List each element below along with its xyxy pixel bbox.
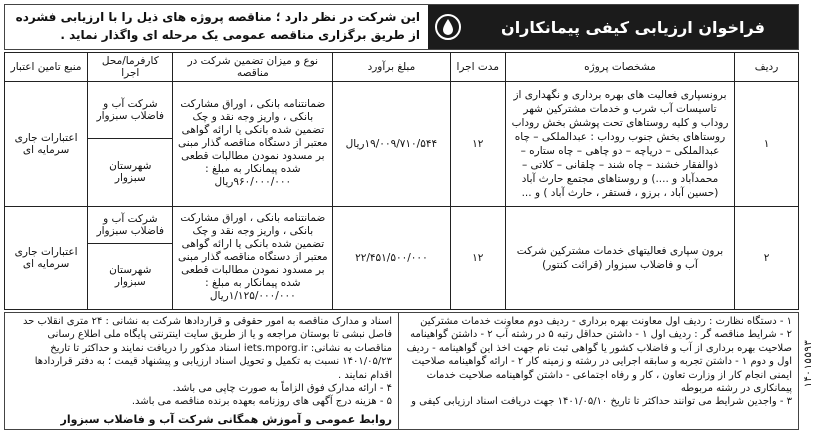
project-funding: اعتبارات جاری سرمایه ای xyxy=(5,82,88,207)
row-number: ۱ xyxy=(735,82,799,207)
condition-item: ۲ - شرایط مناقصه گر : ردیف اول ۱ - داشتن حداقل رتبه ۵ در رشته آب ۲ - داشتن گواهینامه صلاحیت بهره برداری از آب و فاضلاب کشور یا گواهی ثبت نام جهت اخذ این گواهینامه - ردیف اول و دوم ۱ - داشتن تجربه و سابقه اجرایی در رشته و زمینه کار ۲ - ارائه گواهینامه صلاحیت ایمنی انجام کار از وزارت تعاون ، کار و رفاه اجتماعی - داشتن گواهینامه صلاحیت خدمات پیمانکاری در رشته مربوطه xyxy=(406,329,792,395)
header-employer: کارفرما/محل اجرا xyxy=(88,53,173,82)
notice-title-text: فراخوان ارزیابی کیفی پیمانکاران xyxy=(501,17,765,37)
notice-conditions xyxy=(4,312,799,430)
row-number: ۲ xyxy=(735,206,799,309)
condition-item: اسناد و مدارک مناقصه به امور حقوقی و قراردادها شرکت به نشانی : ۲۴ متری انقلاب حد فاصل نبشی تا بوستان مراجعه و یا از طریق سایت اینترنتی پایگاه ملی اطلاع رسانی مناقصات به نشانی: iets.mporg.ir اسناد مذکور را دریافت نمایند و حداکثر تا تاریخ ۱۴۰۱/۰۵/۲۳ نسبت به تکمیل و تحویل اسناد ارزیابی و پیشنهاد قیمت ؛ به دفتر قراردادها اقدام نمایند . xyxy=(22,316,392,381)
header-funding: منبع تامین اعتبار xyxy=(5,53,88,82)
notice-title xyxy=(468,5,798,49)
project-estimate: ۱۹/۰۰۹/۷۱۰/۵۴۴ریال xyxy=(333,82,450,207)
project-funding: اعتبارات جاری سرمایه ای xyxy=(5,206,88,309)
publisher-signature: روابط عمومی و آموزش همگانی شرکت آب و فاضلاب سبزوار xyxy=(60,412,392,426)
project-location: شهرستان سبزوار xyxy=(88,139,173,207)
project-guarantee: ضمانتنامه بانکی ، اوراق مشارکت بانکی ، واریز وجه نقد و چک تضمین شده بانکی یا ارائه گواهی معتبر از دستگاه مناقصه گذار مبنی بر مسدود نمودن مطالبات قطعی شده پیمانکار به مبلغ : ۹۶۰/۰۰۰/۰۰۰ریال xyxy=(173,82,333,207)
header-duration: مدت اجرا xyxy=(450,53,505,82)
table-row xyxy=(5,206,799,243)
condition-item: ۴ - ارائه مدارک فوق الزاماً به صورت چاپی می باشد. xyxy=(172,383,392,395)
project-spec: برونسپاری فعالیت های بهره برداری و نگهداری از تاسیسات آب شرب و خدمات مشترکین شهر روداب و کلیه روستاهای تحت پوشش بخش روداب روستاهای بخش جنوب روداب : عبدالملکی – چاه عبدالملکی – دریاچه – دو چاهی – چاه ستاره – ذوالفقار خشند – چاه شند – چلقانی – کلاتی – محمدآباد و ....) و روستاهای مجتمع حارث آباد (حسین آباد ، برزو ، فستقر ، حارث آباد ) و ... xyxy=(505,82,734,207)
side-code: ۱۴۰۱۵۵۹۳ xyxy=(803,339,814,389)
conditions-left-column xyxy=(5,313,398,429)
water-company-logo-icon xyxy=(428,5,468,49)
table-row xyxy=(5,82,799,139)
project-duration: ۱۲ xyxy=(450,206,505,309)
project-employer: شرکت آب و فاضلاب سبزوار xyxy=(88,206,173,243)
project-location: شهرستان سبزوار xyxy=(88,243,173,309)
condition-item: ۳ - واجدین شرایط می توانند حداکثر تا تاریخ ۱۴۰۱/۰۵/۱۰ جهت دریافت اسناد ارزیابی کیفی و xyxy=(411,396,792,408)
project-estimate: ۲۲/۴۵۱/۵۰۰/۰۰۰ xyxy=(333,206,450,309)
header-guarantee: نوع و میزان تضمین شرکت در مناقصه xyxy=(173,53,333,82)
header-estimate: مبلغ برآورد xyxy=(333,53,450,82)
table-header-row xyxy=(5,53,799,82)
project-guarantee: ضمانتنامه بانکی ، اوراق مشارکت بانکی ، واریز وجه نقد و چک تضمین شده بانکی یا ارائه گواهی معتبر از دستگاه مناقصه گذار مبنی بر مسدود نمودن مطالبات قطعی شده پیمانکار به مبلغ : ۱/۱۲۵/۰۰۰/۰۰۰ریال xyxy=(173,206,333,309)
project-spec: برون سپاری فعالیتهای خدمات مشترکین شرکت آب و فاضلاب سبزوار (قرائت کنتور) xyxy=(505,206,734,309)
project-employer: شرکت آب و فاضلاب سبزوار xyxy=(88,82,173,139)
project-duration: ۱۲ xyxy=(450,82,505,207)
condition-item: ۱ - دستگاه نظارت : ردیف اول معاونت بهره برداری - ردیف دوم معاونت خدمات مشترکین xyxy=(420,316,792,327)
tender-table xyxy=(4,52,799,310)
notice-header xyxy=(4,4,799,50)
header-spec: مشخصات پروژه xyxy=(505,53,734,82)
conditions-right-column xyxy=(398,313,798,429)
condition-item: ۵ - هزینه درج آگهی های روزنامه بعهده برنده مناقصه می باشد. xyxy=(131,396,392,408)
notice-intro: این شرکت در نظر دارد ؛ مناقصه پروژه های ذیل را با ارزیابی فشرده از طریق برگزاری مناقصه عمومی یک مرحله ای واگذار نماید . xyxy=(15,10,420,42)
header-row-number: ردیف xyxy=(735,53,799,82)
